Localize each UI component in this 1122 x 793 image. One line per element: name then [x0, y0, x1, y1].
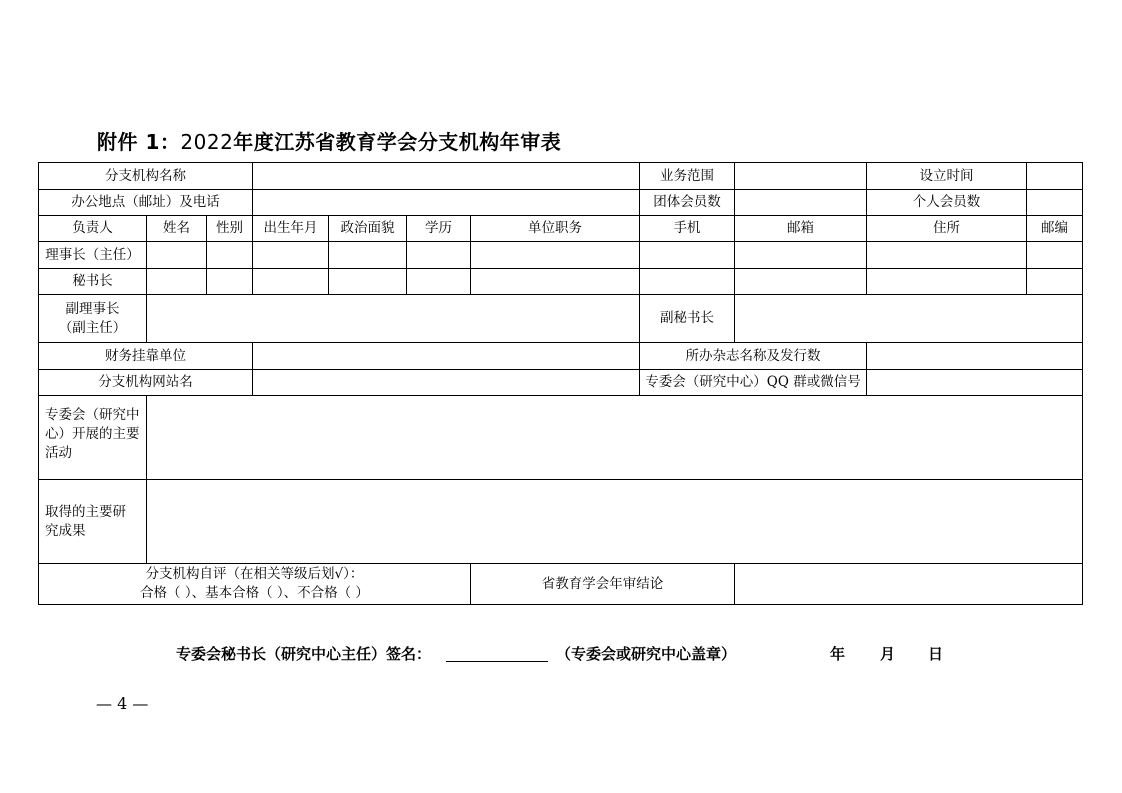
- address-field[interactable]: [253, 190, 640, 216]
- chairman-residence-field[interactable]: [867, 242, 1027, 269]
- header-education: 学历: [407, 216, 471, 242]
- activities-label: 专委会（研究中 心）开展的主要 活动: [45, 407, 140, 461]
- magazine-label: 所办杂志名称及发行数: [640, 343, 867, 370]
- self-evaluation-label: 分支机构自评（在相关等级后划√）：: [145, 566, 364, 582]
- secretary-name-field[interactable]: [147, 269, 207, 295]
- vice-chairman-field[interactable]: [147, 295, 640, 343]
- contact-group-field[interactable]: [867, 370, 1083, 396]
- chairman-political-field[interactable]: [329, 242, 407, 269]
- row-evaluation: [39, 564, 1083, 605]
- secretary-label: 秘书长: [39, 269, 147, 295]
- chairman-label: 理事长（主任）: [39, 242, 147, 269]
- finance-unit-label: 财务挂靠单位: [39, 343, 253, 370]
- secretary-residence-field[interactable]: [867, 269, 1027, 295]
- address-label: 办公地点（邮址）及电话: [39, 190, 253, 216]
- header-position: 单位职务: [471, 216, 640, 242]
- row-address: [39, 190, 1083, 216]
- secretary-birth-field[interactable]: [253, 269, 329, 295]
- setup-time-field[interactable]: [1027, 163, 1083, 190]
- header-name: 姓名: [147, 216, 207, 242]
- secretary-gender-field[interactable]: [207, 269, 253, 295]
- header-birth: 出生年月: [253, 216, 329, 242]
- annual-review-form: [38, 162, 1083, 605]
- review-conclusion-label: 省教育学会年审结论: [471, 564, 735, 605]
- chairman-birth-field[interactable]: [253, 242, 329, 269]
- chairman-name-field[interactable]: [147, 242, 207, 269]
- group-members-field[interactable]: [735, 190, 867, 216]
- signature-field[interactable]: [446, 661, 548, 662]
- page-title: 附件 1：2022年度江苏省教育学会分支机构年审表: [97, 130, 562, 154]
- row-basic-info: [39, 163, 1083, 190]
- activities-field[interactable]: [147, 396, 1083, 480]
- chairman-mobile-field[interactable]: [640, 242, 735, 269]
- row-headers: [39, 216, 1083, 242]
- group-members-label: 团体会员数: [640, 190, 735, 216]
- website-label: 分支机构网站名: [39, 370, 253, 396]
- chairman-gender-field[interactable]: [207, 242, 253, 269]
- signature-label: 专委会秘书长（研究中心主任）签名：: [176, 645, 432, 663]
- page-number: — 4 —: [96, 694, 149, 713]
- row-finance: [39, 343, 1083, 370]
- individual-members-field[interactable]: [1027, 190, 1083, 216]
- header-responsible: 负责人: [39, 216, 147, 242]
- header-postcode: 邮编: [1027, 216, 1083, 242]
- row-vice: [39, 295, 1083, 343]
- finance-unit-field[interactable]: [253, 343, 640, 370]
- row-chairman: [39, 242, 1083, 269]
- row-secretary: [39, 269, 1083, 295]
- org-name-label: 分支机构名称: [39, 163, 253, 190]
- secretary-position-field[interactable]: [471, 269, 640, 295]
- row-website: [39, 370, 1083, 396]
- secretary-education-field[interactable]: [407, 269, 471, 295]
- year-label: 年: [830, 645, 846, 663]
- vice-secretary-field[interactable]: [735, 295, 1083, 343]
- header-residence: 住所: [867, 216, 1027, 242]
- review-conclusion-field[interactable]: [735, 564, 1083, 605]
- chairman-position-field[interactable]: [471, 242, 640, 269]
- achievements-field[interactable]: [147, 480, 1083, 564]
- org-name-field[interactable]: [253, 163, 640, 190]
- secretary-political-field[interactable]: [329, 269, 407, 295]
- vice-secretary-label: 副秘书长: [640, 295, 735, 343]
- vice-chairman-label: 副理事长 （副主任）: [39, 295, 147, 343]
- day-label: 日: [928, 645, 944, 663]
- header-mobile: 手机: [640, 216, 735, 242]
- chairman-education-field[interactable]: [407, 242, 471, 269]
- month-label: 月: [880, 645, 896, 663]
- row-activities: [39, 396, 1083, 480]
- website-field[interactable]: [253, 370, 640, 396]
- self-evaluation-options: 合格（ ）、基本合格（ ）、不合格（ ）: [140, 585, 369, 601]
- business-scope-label: 业务范围: [640, 163, 735, 190]
- magazine-field[interactable]: [867, 343, 1083, 370]
- contact-group-label: 专委会（研究中心）QQ 群或微信号: [640, 370, 867, 396]
- business-scope-field[interactable]: [735, 163, 867, 190]
- self-evaluation-cell[interactable]: [39, 564, 471, 605]
- row-achievements: [39, 480, 1083, 564]
- setup-time-label: 设立时间: [867, 163, 1027, 190]
- secretary-mobile-field[interactable]: [640, 269, 735, 295]
- header-political: 政治面貌: [329, 216, 407, 242]
- chairman-postcode-field[interactable]: [1027, 242, 1083, 269]
- seal-label: （专委会或研究中心盖章）: [556, 645, 737, 663]
- individual-members-label: 个人会员数: [867, 190, 1027, 216]
- chairman-email-field[interactable]: [735, 242, 867, 269]
- achievements-label: 取得的主要研 究成果: [45, 503, 126, 539]
- header-gender: 性别: [207, 216, 253, 242]
- secretary-email-field[interactable]: [735, 269, 867, 295]
- secretary-postcode-field[interactable]: [1027, 269, 1083, 295]
- header-email: 邮箱: [735, 216, 867, 242]
